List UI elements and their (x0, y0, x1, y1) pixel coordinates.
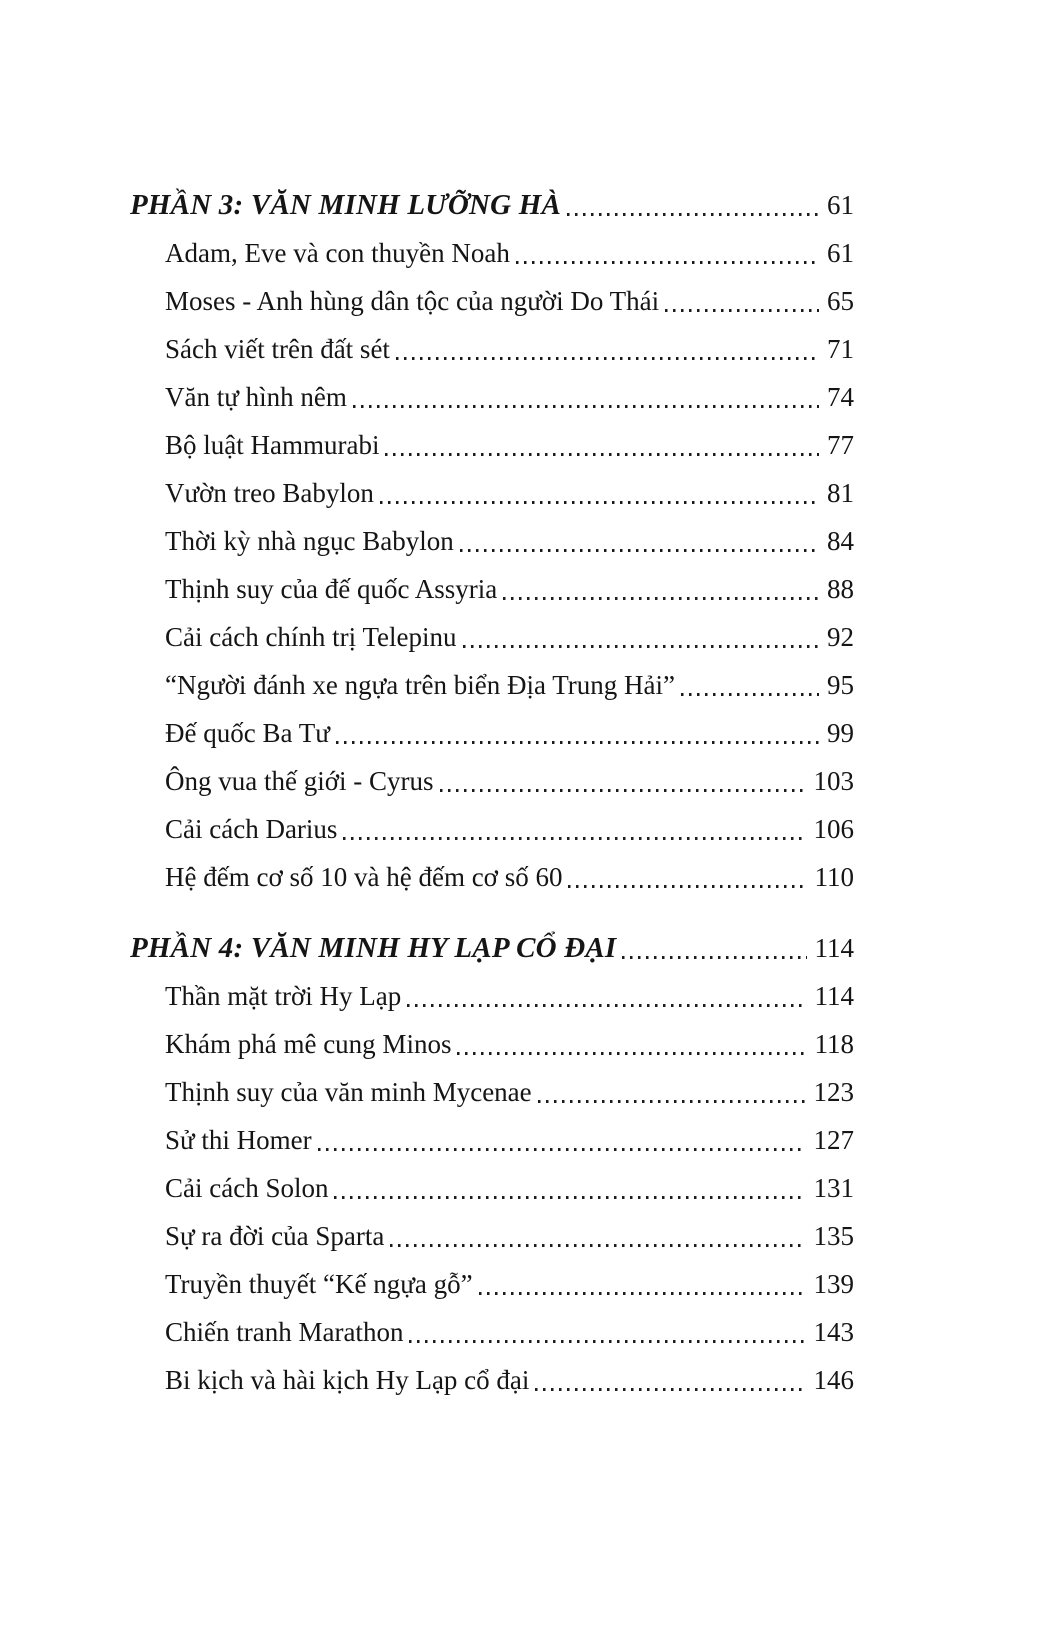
dot-leader (457, 1020, 806, 1068)
page-number: 74 (827, 382, 854, 412)
page-number: 139 (813, 1269, 854, 1299)
toc-entry (130, 373, 854, 421)
entry-title: Đế quốc Ba Tư (165, 718, 330, 748)
entry-title: Truyền thuyết “Kế ngựa gỗ” (165, 1269, 473, 1299)
entry-title: Sử thi Homer (165, 1125, 312, 1155)
page-number: 84 (827, 526, 854, 556)
dot-leader (503, 565, 819, 613)
entry-title: Thời kỳ nhà ngục Babylon (165, 526, 454, 556)
dot-leader (516, 229, 819, 277)
entry-title: Adam, Eve và con thuyền Noah (165, 238, 510, 268)
page-number: 127 (813, 1125, 854, 1155)
page-number: 110 (814, 862, 854, 892)
toc-entry (130, 325, 854, 373)
dot-leader (622, 924, 806, 972)
entry-title: Sách viết trên đất sét (165, 334, 390, 364)
dot-leader (567, 181, 819, 229)
entry-title: Cải cách Darius (165, 814, 338, 844)
dot-leader (396, 325, 819, 373)
entry-title: Thần mặt trời Hy Lạp (165, 981, 402, 1011)
page-number: 95 (827, 670, 854, 700)
toc-section-heading (130, 924, 854, 972)
toc-entry (130, 1116, 854, 1164)
dot-leader (479, 1260, 806, 1308)
dot-leader (409, 1308, 805, 1356)
page-number: 135 (813, 1221, 854, 1251)
entry-title: Sự ra đời của Sparta (165, 1221, 385, 1251)
page-number: 103 (813, 766, 854, 796)
toc-entry (130, 709, 854, 757)
dot-leader (390, 1212, 805, 1260)
dot-leader (568, 853, 806, 901)
toc-section-heading (130, 181, 854, 229)
page-number: 123 (813, 1077, 854, 1107)
page-number: 131 (813, 1173, 854, 1203)
toc-entry (130, 661, 854, 709)
toc-entry (130, 757, 854, 805)
page-number: 81 (827, 478, 854, 508)
dot-leader (336, 709, 819, 757)
page-number: 77 (827, 430, 854, 460)
entry-title: Khám phá mê cung Minos (165, 1029, 452, 1059)
dot-leader (353, 373, 819, 421)
toc-entry (130, 1164, 854, 1212)
dot-leader (665, 277, 819, 325)
toc-entry (130, 805, 854, 853)
entry-title: Vườn treo Babylon (165, 478, 374, 508)
page-number: 71 (827, 334, 854, 364)
toc-entry (130, 277, 854, 325)
page-number: 61 (827, 238, 854, 268)
dot-leader (343, 805, 805, 853)
toc-entry (130, 1356, 854, 1404)
dot-leader (463, 613, 819, 661)
dot-leader (681, 661, 819, 709)
entry-title: Moses - Anh hùng dân tộc của người Do Thái (165, 286, 660, 316)
dot-leader (334, 1164, 805, 1212)
toc-entry (130, 421, 854, 469)
entry-title: Chiến tranh Marathon (165, 1317, 404, 1347)
dot-leader (440, 757, 806, 805)
page-number: 118 (814, 1029, 854, 1059)
dot-leader (407, 972, 806, 1020)
page-number: 106 (813, 814, 854, 844)
section-title: PHẦN 3: VĂN MINH LƯỠNG HÀ (130, 189, 562, 221)
entry-title: Thịnh suy của văn minh Mycenae (165, 1077, 532, 1107)
toc-entry (130, 1212, 854, 1260)
toc-entry (130, 469, 854, 517)
page-number: 65 (827, 286, 854, 316)
table-of-contents (130, 181, 854, 1404)
toc-section-part3 (130, 181, 854, 901)
toc-entry (130, 229, 854, 277)
toc-entry (130, 1020, 854, 1068)
toc-entry (130, 1308, 854, 1356)
entry-title: Cải cách Solon (165, 1173, 329, 1203)
dot-leader (538, 1068, 806, 1116)
toc-entry (130, 1068, 854, 1116)
page-number: 146 (813, 1365, 854, 1395)
toc-entry (130, 1260, 854, 1308)
dot-leader (535, 1356, 805, 1404)
entry-title: Bộ luật Hammurabi (165, 430, 380, 460)
dot-leader (318, 1116, 806, 1164)
dot-leader (385, 421, 819, 469)
entry-title: “Người đánh xe ngựa trên biển Địa Trung Hải” (165, 670, 675, 700)
entry-title: Ông vua thế giới - Cyrus (165, 766, 434, 796)
toc-entry (130, 853, 854, 901)
dot-leader (380, 469, 819, 517)
page-number: 114 (814, 981, 854, 1011)
page-number: 143 (813, 1317, 854, 1347)
dot-leader (460, 517, 819, 565)
page-number: 114 (814, 933, 854, 963)
toc-section-part4 (130, 924, 854, 1404)
entry-title: Cải cách chính trị Telepinu (165, 622, 457, 652)
page-number: 92 (827, 622, 854, 652)
toc-entry (130, 565, 854, 613)
toc-entry (130, 613, 854, 661)
page-number: 61 (827, 190, 854, 220)
toc-entry (130, 517, 854, 565)
entry-title: Thịnh suy của đế quốc Assyria (165, 574, 498, 604)
entry-title: Hệ đếm cơ số 10 và hệ đếm cơ số 60 (165, 862, 563, 892)
toc-entry (130, 972, 854, 1020)
entry-title: Bi kịch và hài kịch Hy Lạp cổ đại (165, 1365, 530, 1395)
entry-title: Văn tự hình nêm (165, 382, 347, 412)
page-number: 88 (827, 574, 854, 604)
section-title: PHẦN 4: VĂN MINH HY LẠP CỔ ĐẠI (130, 932, 617, 964)
page-number: 99 (827, 718, 854, 748)
